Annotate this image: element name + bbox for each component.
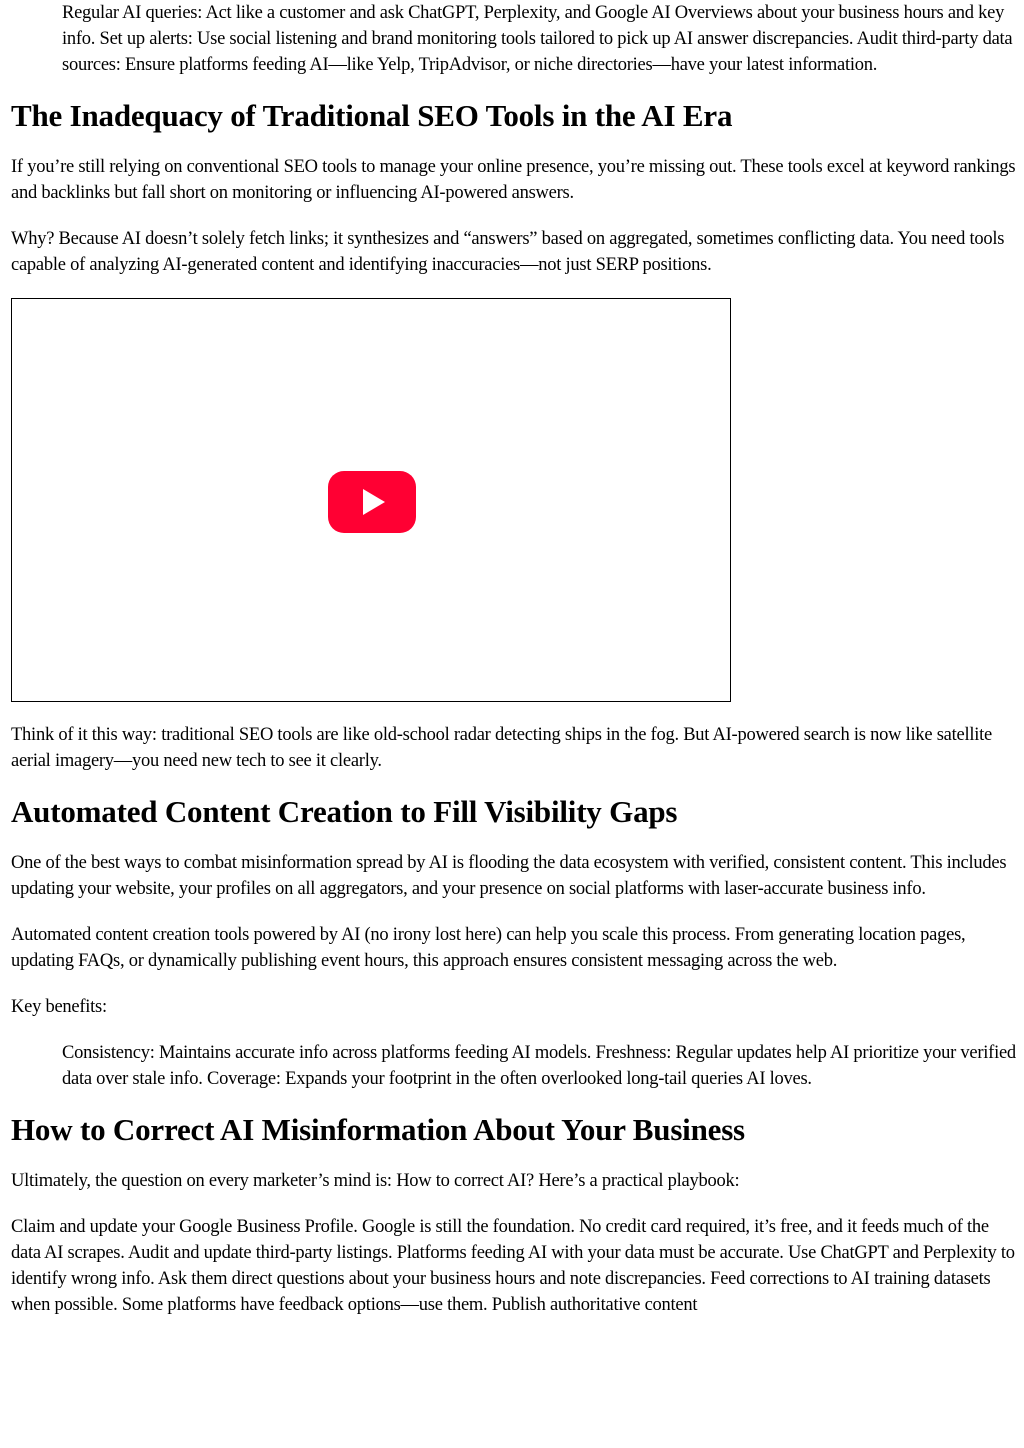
paragraph-automation-tools: Automated content creation tools powered by AI (no irony lost here) can help you scale this process. From generating location pages, updating FAQs, or dynamically publishing event hours, this approach ensures consistent messaging across the web. (11, 925, 966, 971)
heading-automated-content: Automated Content Creation to Fill Visibility Gaps (11, 794, 678, 829)
paragraph-combat-misinformation: One of the best ways to combat misinformation spread by AI is flooding the data ecosystem with verified, consistent content. This includes updating your website, your profiles on all aggregators, and your presence on social platforms with laser-accurate business info. (11, 853, 1007, 899)
heading-traditional-seo: The Inadequacy of Traditional SEO Tools in the AI Era (11, 98, 733, 133)
paragraph-key-benefits: Key benefits: (11, 997, 107, 1017)
paragraph-seo-tools: If you’re still relying on conventional SEO tools to manage your online presence, you’re missing out. These tools excel at keyword rankings and backlinks but fall short on monitoring or influencing AI-powered answers. (11, 157, 1016, 203)
video-embed[interactable] (11, 298, 731, 702)
paragraph-marketer-question: Ultimately, the question on every marketer’s mind is: How to correct AI? Here’s a practical playbook: (11, 1171, 740, 1191)
monitoring-steps-list: Regular AI queries: Act like a customer and ask ChatGPT, Perplexity, and Google AI Overviews about your business hours and key info. Set up alerts: Use social listening and brand monitoring tools tailored to pick up AI answer discrepancies. Audit third-party data sources: Ensure platforms feeding AI—like Yelp, TripAdvisor, or niche directories—have your latest information. (62, 3, 1013, 75)
paragraph-why-ai: Why? Because AI doesn’t solely fetch links; it synthesizes and “answers” based on aggregated, sometimes conflicting data. You need tools capable of analyzing AI-generated content and identifying inaccuracies—not just SERP positions. (11, 229, 1005, 275)
paragraph-playbook: Claim and update your Google Business Profile. Google is still the foundation. No credit card required, it’s free, and it feeds much of the data AI scrapes. Audit and update third-party listings. Platforms feeding AI with your data must be accurate. Use ChatGPT and Perplexity to identify wrong info. Ask them direct questions about your business hours and note discrepancies. Feed corrections to AI training datasets when possible. Some platforms have feedback options—use them. Publish authoritative content (11, 1217, 1015, 1315)
benefits-list: Consistency: Maintains accurate info across platforms feeding AI models. Freshness: Regular updates help AI prioritize your verified data over stale info. Coverage: Expands your footprint in the often overlooked long-tail queries AI loves. (62, 1043, 1016, 1089)
paragraph-radar-analogy: Think of it this way: traditional SEO tools are like old-school radar detecting ships in the fog. But AI-powered search is now like satellite aerial imagery—you need new tech to see it clearly. (11, 725, 992, 771)
heading-correct-ai: How to Correct AI Misinformation About Your Business (11, 1112, 745, 1147)
play-icon[interactable] (328, 471, 416, 533)
